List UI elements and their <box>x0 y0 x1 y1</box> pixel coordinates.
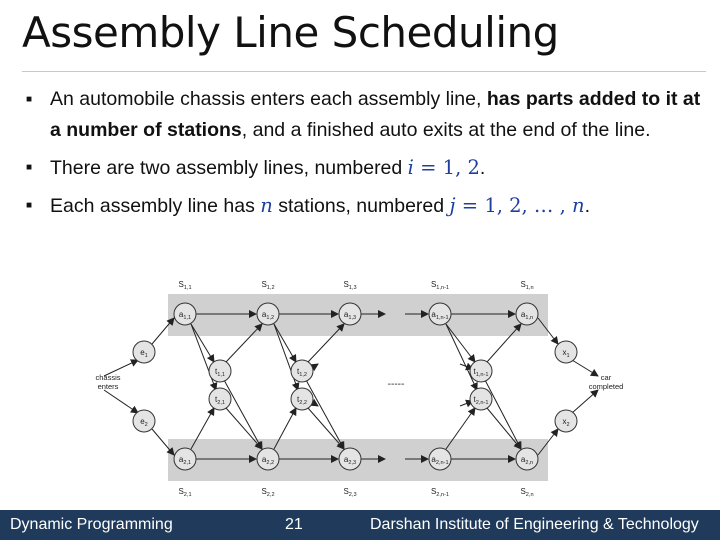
line-2-station-node <box>174 448 196 470</box>
diagram-ellipsis: ----- <box>387 379 405 390</box>
station-label-bottom: $S_{2,3}$ <box>343 487 357 498</box>
station-label-bottom: $S_{2,n-1}$ <box>430 487 450 498</box>
transfer-node-line-1 <box>291 360 313 382</box>
transfer-node-line-2 <box>209 388 231 410</box>
transfer-node-line-2-label: $t_{2,n-1}$ <box>473 395 489 406</box>
footer-bar <box>0 510 720 540</box>
bullet-3-var-n2: n <box>572 194 585 217</box>
transfer-node-line-2-label: $t_{2,2}$ <box>296 395 308 406</box>
transfer-node-line-1-label: $t_{1,n-1}$ <box>473 367 489 378</box>
bullet-2-text: There are two assembly lines, numbered <box>50 157 408 179</box>
footer-topic: Dynamic Programming <box>10 516 173 533</box>
car-completed-label-1: car <box>600 373 612 382</box>
bullet-3-text-a: Each assembly line has <box>50 195 261 217</box>
station-label-top: $S_{1,3}$ <box>343 280 357 291</box>
bullet-2 <box>24 152 706 184</box>
footer-institute: Darshan Institute of Engineering & Technology <box>370 516 699 533</box>
station-label-bottom: $S_{2,1}$ <box>178 487 192 498</box>
line-1-station-node-label: $a_{1,n-1}$ <box>431 310 449 321</box>
cross-arrow <box>306 380 344 449</box>
bullet-1-bold: has parts added to it at a number of stations <box>50 88 701 141</box>
bullet-2-var-i: i <box>407 156 414 179</box>
cross-arrow <box>224 380 262 449</box>
line-1-station-node-label: $a_{1,2}$ <box>261 310 275 321</box>
line-2-station-node <box>339 448 361 470</box>
line-2-station-node-label: $a_{2,n-1}$ <box>431 455 449 466</box>
bullet-2-eq: = 1, 2 <box>413 156 480 179</box>
chassis-enters-label-1: chassis <box>95 373 121 382</box>
entry-node-label: $e_2$ <box>140 417 148 428</box>
station-label-top: $S_{1,2}$ <box>261 280 275 291</box>
bullet-1 <box>24 84 706 146</box>
line-1-station-node <box>339 303 361 325</box>
bullet-3-var-n: n <box>260 194 273 217</box>
bullet-3 <box>24 190 706 222</box>
transfer-node-line-1-label: $t_{1,1}$ <box>214 367 226 378</box>
assembly-line-diagram <box>80 268 640 500</box>
bullet-3-var-j: j <box>449 194 456 217</box>
station-label-bottom: $S_{2,n}$ <box>520 487 534 498</box>
bullet-3-end: . <box>584 195 591 217</box>
entry-arrow <box>104 390 138 413</box>
line-1-station-node <box>257 303 279 325</box>
title-divider <box>22 71 706 72</box>
line-2-station-node <box>516 448 538 470</box>
line-2-station-node-label: $a_{2,2}$ <box>261 455 275 466</box>
exit-node-label: $x_2$ <box>562 417 570 428</box>
line-1-station-node-label: $a_{1,1}$ <box>178 310 192 321</box>
station-label-top: $S_{1,n-1}$ <box>430 280 450 291</box>
line-1-station-node-label: $a_{1,n}$ <box>520 310 534 321</box>
footer-page-number: 21 <box>285 516 303 533</box>
entry-node-label: $e_1$ <box>140 348 148 359</box>
car-completed-label-2: completed <box>588 382 624 391</box>
line-1-station-node-label: $a_{1,3}$ <box>343 310 357 321</box>
bullet-3-eq: = 1, 2, … , <box>455 194 573 217</box>
exit-node-label: $x_1$ <box>562 348 570 359</box>
line-2-station-node-label: $a_{2,3}$ <box>343 455 357 466</box>
chassis-enters-label-2: enters <box>97 382 119 391</box>
line-2-station-node <box>257 448 279 470</box>
bullet-1-text-a: An automobile chassis enters each assembly line, <box>50 88 487 110</box>
bullet-3-text-b: stations, numbered <box>272 195 450 217</box>
cross-arrow <box>485 380 521 449</box>
bullet-list <box>24 84 706 228</box>
exit-arrow <box>572 360 598 376</box>
line-2-station-node-label: $a_{2,n}$ <box>520 455 534 466</box>
slide-title: Assembly Line Scheduling <box>22 8 559 57</box>
line-1-station-node <box>174 303 196 325</box>
station-label-bottom: $S_{2,2}$ <box>261 487 275 498</box>
transfer-node-line-1-label: $t_{1,2}$ <box>296 367 308 378</box>
bullet-2-end: . <box>479 157 486 179</box>
station-label-top: $S_{1,n}$ <box>520 280 534 291</box>
transfer-node-line-1 <box>209 360 231 382</box>
line-2-station-node-label: $a_{2,1}$ <box>178 455 192 466</box>
station-label-top: $S_{1,1}$ <box>178 280 192 291</box>
transfer-node-line-2 <box>291 388 313 410</box>
line-1-station-node <box>516 303 538 325</box>
transfer-node-line-2-label: $t_{2,1}$ <box>214 395 226 406</box>
exit-arrow <box>572 390 598 413</box>
bullet-1-text-b: , and a finished auto exits at the end of the line. <box>241 119 651 141</box>
